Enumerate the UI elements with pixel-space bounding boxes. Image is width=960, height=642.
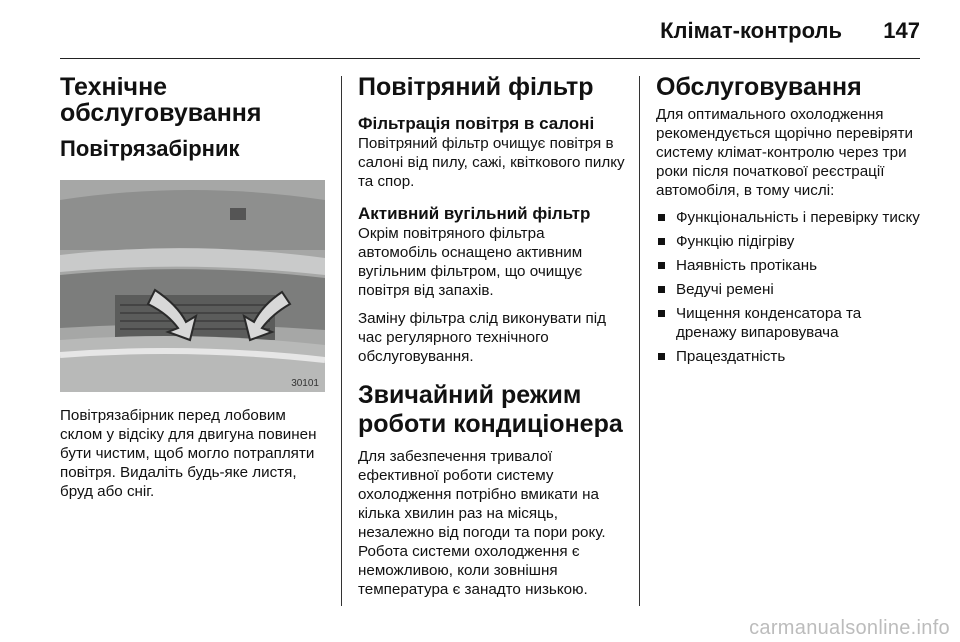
- air-filter-heading: Повітряний фільтр: [358, 73, 594, 101]
- list-item-text: Наявність протікань: [676, 257, 817, 274]
- list-item-text: Чищення конденсатора та дренажу випаровувача: [676, 305, 862, 341]
- bullet-icon: [658, 353, 665, 360]
- air-intake-illustration: [60, 180, 325, 392]
- watermark: carmanualsonline.info: [749, 617, 950, 639]
- air-intake-caption: Повітрязабірник перед лобовим склом у відсіку для двигуна повинен бути чистим, щоб могло потрапляти повітря. Видаліть будь-яке листя, бруд або сніг.: [60, 407, 317, 500]
- column-divider-2: [639, 76, 640, 606]
- section-title: Клімат-контроль: [660, 18, 842, 43]
- page-number: 147: [883, 18, 920, 43]
- bullet-icon: [658, 286, 665, 293]
- carbon-filter-heading: Активний вугільний фільтр: [358, 204, 591, 223]
- service-intro: Для оптимального охолодження рекомендується щорічно перевіряти систему клімат-контролю через три роки після початкової реєстрації автомобіля, в тому числі:: [656, 106, 914, 199]
- service-heading: Обслуговування: [656, 73, 862, 101]
- list-item-text: Функцію підігріву: [676, 233, 795, 250]
- bullet-icon: [658, 310, 665, 317]
- list-item-text: Функціональність і перевірку тиску: [676, 209, 920, 226]
- bullet-icon: [658, 238, 665, 245]
- air-intake-figure: [60, 180, 325, 392]
- cabin-filtration-text: Повітряний фільтр очищує повітря в салоні від пилу, сажі, квіткового пилку та спор.: [358, 135, 625, 190]
- list-item: [656, 304, 924, 342]
- column-divider-1: [341, 76, 342, 606]
- ac-normal-operation-text: Для забезпечення тривалої ефективної роботи систему охолодження потрібно вмикати на кілька хвилин раз на місяць, незалежно від погоди та пори року. Робота системи охолодження є неможливою, коли зовнішня температура є занадто низькою.: [358, 448, 606, 598]
- list-item: [656, 256, 924, 275]
- header-divider: [60, 58, 920, 59]
- list-item: [656, 347, 924, 366]
- list-item-text: Ведучі ремені: [676, 281, 774, 298]
- page-header: [0, 0, 960, 60]
- list-item-text: Працездатність: [676, 348, 786, 365]
- maintenance-heading: Технічне обслуговування: [60, 73, 262, 127]
- bullet-icon: [658, 214, 665, 221]
- column-air-filter: [358, 74, 626, 599]
- cabin-filtration-heading: Фільтрація повітря в салоні: [358, 114, 595, 133]
- column-maintenance: [60, 74, 326, 501]
- list-item: [656, 208, 924, 227]
- list-item: [656, 280, 924, 299]
- bullet-icon: [658, 262, 665, 269]
- ac-normal-operation-heading: Звичайний режим роботи кондиціонера: [358, 381, 623, 438]
- air-intake-heading: Повітрязабірник: [60, 136, 240, 161]
- list-item: [656, 232, 924, 251]
- service-checklist: [656, 208, 924, 366]
- figure-code: 30101: [291, 378, 319, 389]
- filter-replacement-text: Заміну фільтра слід виконувати під час регулярного технічного обслуговування.: [358, 310, 606, 365]
- column-service: [656, 74, 924, 371]
- carbon-filter-text: Окрім повітряного фільтра автомобіль оснащено активним вугільним фільтром, що очищує повітря від запахів.: [358, 225, 583, 299]
